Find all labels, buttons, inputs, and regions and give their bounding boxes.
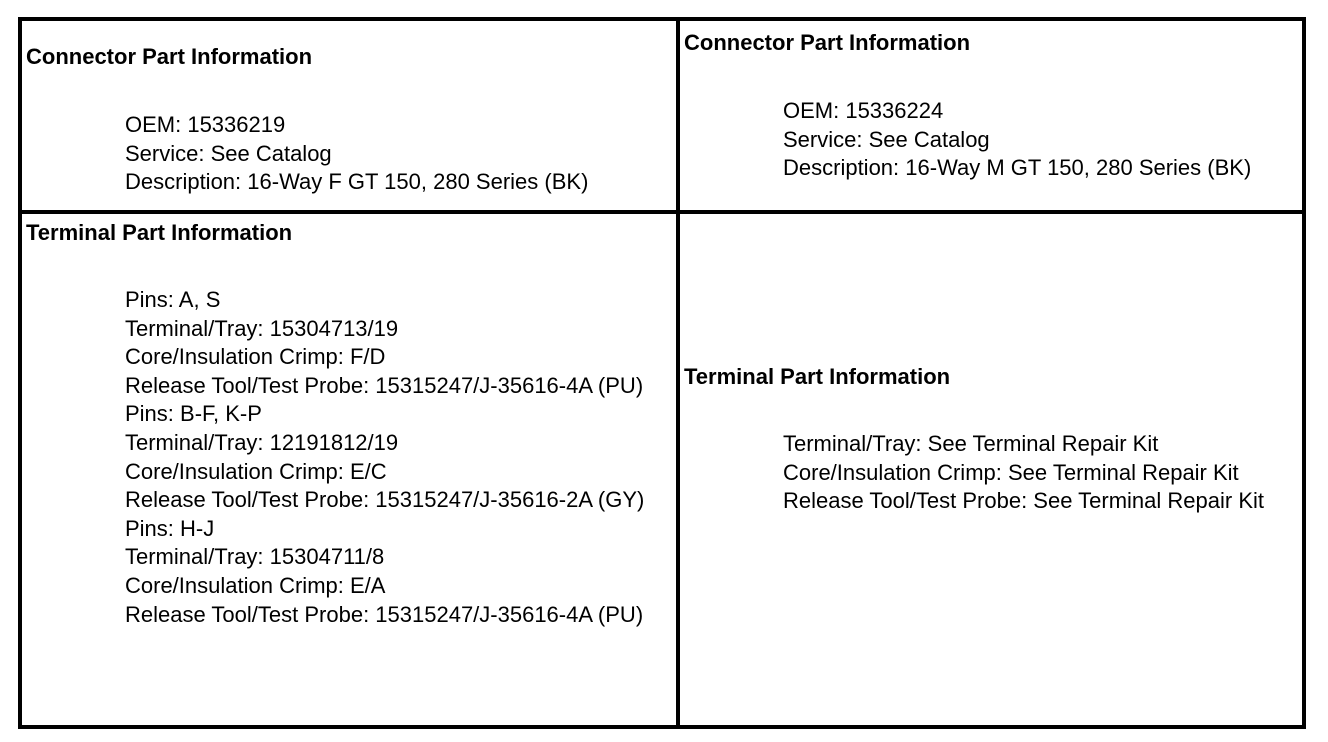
section-heading: Terminal Part Information — [684, 364, 951, 389]
detail-lines — [783, 430, 1288, 516]
release-tool-line: Release Tool/Test Probe: See Terminal Repair Kit — [783, 488, 1264, 514]
oem-line: OEM: 15336219 — [125, 112, 286, 137]
connector-part-info-cell-right — [680, 21, 1302, 214]
crimp-line: Core/Insulation Crimp: E/C — [125, 458, 387, 484]
crimp-line: Core/Insulation Crimp: See Terminal Repair Kit — [783, 459, 1239, 485]
terminal-part-info-cell-right — [680, 214, 1302, 725]
detail-lines — [783, 97, 1293, 183]
connector-info-table — [18, 17, 1306, 729]
connector-part-info-cell-left — [22, 21, 680, 214]
description-line: Description: 16-Way F GT 150, 280 Series (BK) — [125, 169, 589, 195]
release-tool-line: Release Tool/Test Probe: 15315247/J-35616-2A (GY) — [125, 487, 645, 513]
terminal-tray-line: Terminal/Tray: 12191812/19 — [125, 429, 399, 455]
oem-line: OEM: 15336224 — [783, 98, 944, 123]
crimp-line: Core/Insulation Crimp: E/A — [125, 572, 386, 598]
pins-line: Pins: A, S — [125, 287, 221, 312]
release-tool-line: Release Tool/Test Probe: 15315247/J-35616-4A (PU) — [125, 372, 644, 398]
pins-line: Pins: B-F, K-P — [125, 401, 262, 427]
section-heading: Connector Part Information — [26, 44, 313, 69]
section-heading: Connector Part Information — [684, 30, 971, 55]
detail-lines — [125, 286, 670, 629]
crimp-line: Core/Insulation Crimp: F/D — [125, 344, 386, 370]
service-line: Service: See Catalog — [125, 140, 332, 166]
terminal-part-info-cell-left — [22, 214, 680, 725]
release-tool-line: Release Tool/Test Probe: 15315247/J-35616-4A (PU) — [125, 601, 644, 627]
section-heading: Terminal Part Information — [26, 220, 293, 245]
terminal-tray-line: Terminal/Tray: 15304713/19 — [125, 315, 399, 341]
detail-lines — [125, 111, 675, 197]
terminal-tray-line: Terminal/Tray: See Terminal Repair Kit — [783, 431, 1159, 456]
service-line: Service: See Catalog — [783, 126, 990, 152]
description-line: Description: 16-Way M GT 150, 280 Series (BK) — [783, 155, 1252, 181]
terminal-tray-line: Terminal/Tray: 15304711/8 — [125, 544, 385, 570]
pins-line: Pins: H-J — [125, 515, 215, 541]
